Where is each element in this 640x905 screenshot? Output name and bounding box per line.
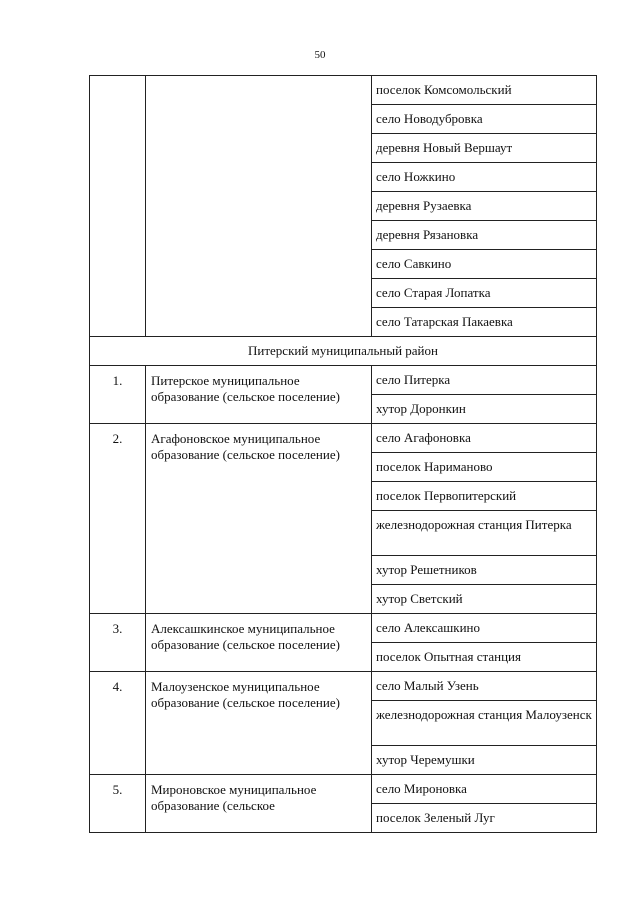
table-row (90, 337, 597, 366)
settlements-table (89, 75, 597, 833)
number-cell (90, 76, 146, 337)
municipality-cell: Мироновское муниципальное образование (сельское (146, 775, 372, 833)
settlement-cell: деревня Рузаевка (372, 192, 597, 221)
settlement-cell: село Алексашкино (372, 614, 597, 643)
table-row (90, 775, 597, 804)
number-cell: 2. (90, 424, 146, 614)
number-cell: 4. (90, 672, 146, 775)
page-number: 50 (314, 49, 326, 61)
table-row (90, 614, 597, 643)
settlement-cell: село Савкино (372, 250, 597, 279)
municipality-cell: Малоузенское муниципальное образование (сельское поселение) (146, 672, 372, 775)
municipality-cell: Алексашкинское муниципальное образование (сельское поселение) (146, 614, 372, 672)
number-cell: 1. (90, 366, 146, 424)
settlement-cell: село Татарская Пакаевка (372, 308, 597, 337)
table-row (90, 366, 597, 395)
region-header: Питерский муниципальный район (90, 337, 597, 366)
table-row (90, 672, 597, 701)
settlement-cell: хутор Доронкин (372, 395, 597, 424)
settlement-cell: поселок Комсомольский (372, 76, 597, 105)
settlement-cell: село Ножкино (372, 163, 597, 192)
settlement-cell: село Новодубровка (372, 105, 597, 134)
settlement-cell: поселок Опытная станция (372, 643, 597, 672)
settlement-cell: село Агафоновка (372, 424, 597, 453)
settlement-cell: поселок Нариманово (372, 453, 597, 482)
settlement-cell: хутор Светский (372, 585, 597, 614)
settlement-cell: деревня Новый Вершаут (372, 134, 597, 163)
municipality-cell: Агафоновское муниципальное образование (сельское поселение) (146, 424, 372, 614)
settlement-cell: село Старая Лопатка (372, 279, 597, 308)
settlement-cell: железнодорожная станция Питерка (372, 511, 597, 556)
settlement-cell: деревня Рязановка (372, 221, 597, 250)
settlement-cell: хутор Черемушки (372, 746, 597, 775)
settlement-cell: хутор Решетников (372, 556, 597, 585)
table-row (90, 424, 597, 453)
number-cell: 3. (90, 614, 146, 672)
municipality-cell (146, 76, 372, 337)
settlement-cell: поселок Первопитерский (372, 482, 597, 511)
settlement-cell: железнодорожная станция Малоузенск (372, 701, 597, 746)
number-cell: 5. (90, 775, 146, 833)
settlement-cell: поселок Зеленый Луг (372, 804, 597, 833)
table-row (90, 76, 597, 105)
settlement-cell: село Питерка (372, 366, 597, 395)
settlement-cell: село Малый Узень (372, 672, 597, 701)
settlement-cell: село Мироновка (372, 775, 597, 804)
municipality-cell: Питерское муниципальное образование (сельское поселение) (146, 366, 372, 424)
